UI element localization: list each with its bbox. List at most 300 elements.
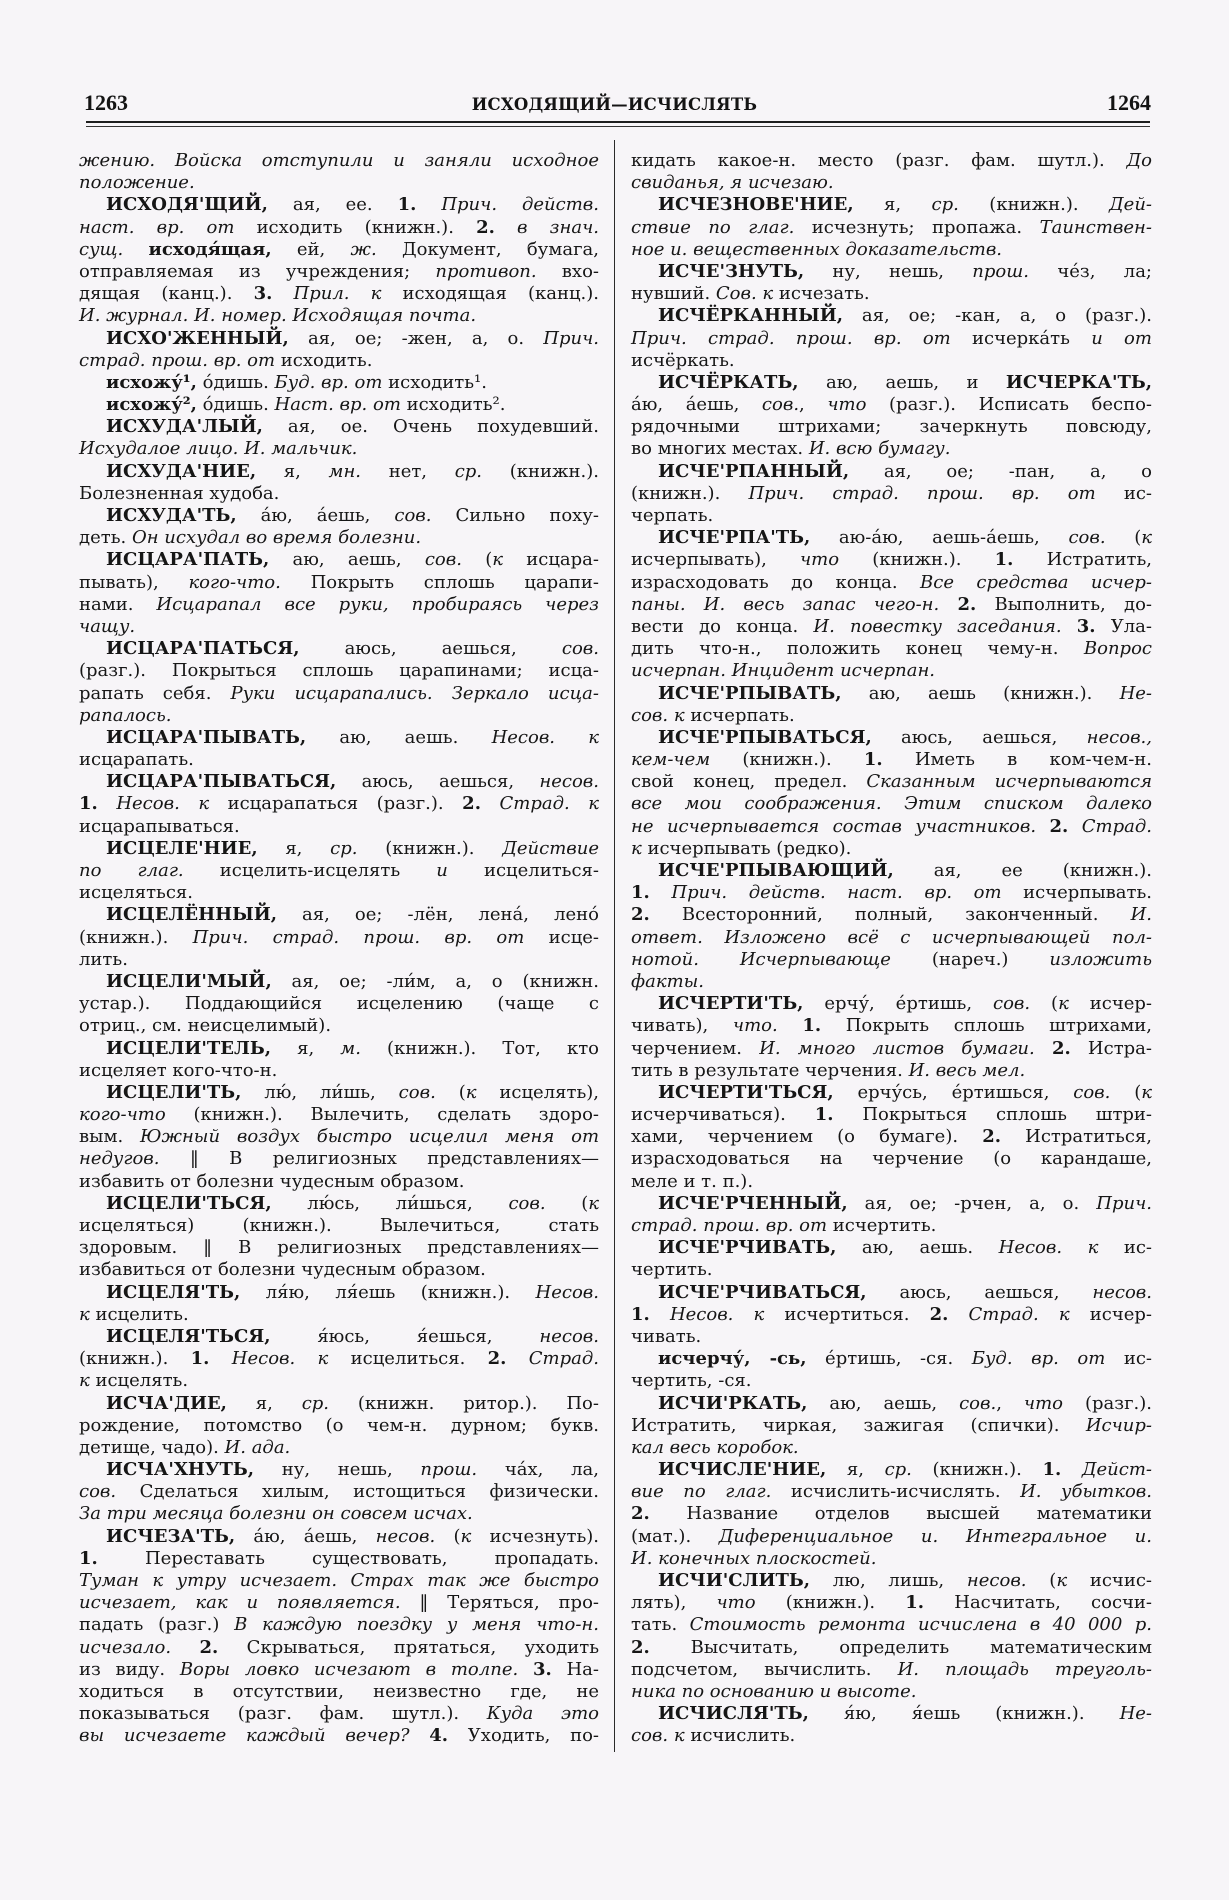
text: ля́ю, ля́ешь (книжн.). [240, 1281, 536, 1303]
text: Уходить, по- [448, 1725, 599, 1747]
text: (книжн.). [839, 549, 995, 571]
text: исцелиться- [447, 860, 599, 881]
text: детище, чадо). [79, 1436, 225, 1458]
page-number-right: 1264 [1107, 90, 1151, 115]
headword: исхожу́², [106, 394, 197, 416]
italic-text: Прич. страд. прош. вр. от [748, 482, 1096, 504]
bold-text: 2. [462, 793, 481, 815]
italic-text: факты. [631, 970, 705, 992]
dictionary-entry [79, 904, 599, 971]
entry-line [79, 1548, 599, 1570]
entry-line [631, 1659, 1152, 1681]
italic-text: страд. прош. вр. от [79, 349, 276, 371]
entry-line [79, 749, 599, 771]
text: (мат.). [631, 1525, 719, 1547]
italic-text: ответ. Изложено всё с исчерпывающей пол- [631, 926, 1152, 948]
dictionary-entry [79, 1526, 599, 1748]
entry-line [79, 816, 599, 838]
headword: ИСЧЕ'РПА'ТЬ, [658, 527, 811, 549]
italic-text: жению. Войска отступили и заняли исходное [79, 150, 599, 171]
italic-text: Несов. к [116, 793, 210, 815]
text: е́ртишь, -ся. [806, 1348, 972, 1370]
italic-text: Страд. [1081, 815, 1152, 837]
bold-text: 3. [253, 283, 273, 305]
italic-text: к [1141, 527, 1152, 549]
italic-text: Прич. действ. [441, 194, 599, 216]
headword: ИСЦЕЛЕ'НИЕ, [106, 837, 258, 859]
text: Скрываться, прятаться, уходить [218, 1636, 599, 1658]
headword: ИСЦАРА'ПЫВАТЬСЯ, [106, 771, 337, 793]
headword: ИСХУДА'ТЬ, [106, 505, 237, 526]
bold-text: 2. [199, 1636, 219, 1658]
italic-text: к [492, 549, 503, 571]
entry-line [631, 1370, 1152, 1392]
text: а́ю, а́ешь, [236, 505, 395, 526]
entry-line [631, 727, 1152, 749]
text: исходить². [400, 394, 506, 416]
text: ая, ое; -лён, лена́, лено́ [277, 904, 599, 926]
italic-text: Куда это [486, 1703, 599, 1725]
headword: ИСЧА'ДИЕ, [106, 1392, 227, 1414]
italic-text: что [716, 1592, 756, 1614]
entry-line [79, 483, 599, 505]
italic-text: Несов. к [998, 1237, 1099, 1259]
text: аю, аешь. [306, 726, 492, 748]
italic-text: рапалось. [79, 704, 172, 726]
entry-line [79, 527, 599, 549]
text: исчислить-исчислять. [771, 1481, 1021, 1503]
entry-line [79, 283, 599, 305]
text: аю-а́ю, аешь-а́ешь, [810, 527, 1069, 549]
text: ая, ее. [267, 194, 398, 216]
text: исцеляет кого-что-н. [79, 1059, 278, 1081]
headword: ИСХОДЯ'ЩИЙ, [106, 194, 268, 216]
entry-line [631, 904, 1152, 926]
text: ( [1105, 527, 1142, 549]
running-head: ИСХОДЯЩИЙ—ИСЧИСЛЯТЬ [471, 95, 758, 114]
text: (книжн.). [755, 1592, 906, 1614]
bold-text: 2. [476, 216, 495, 238]
entry-line [79, 394, 599, 416]
text: здоровым. ‖ В религиозных представлениях— [79, 1237, 599, 1259]
entry-line [631, 461, 1152, 483]
headword: ИСЧЕРТИ'ТЬСЯ, [658, 1081, 834, 1103]
entry-line [79, 638, 599, 660]
text [948, 1304, 968, 1325]
headword: ИСЦЕЛИ'ТЬСЯ, [106, 1192, 272, 1214]
italic-text: ср. [931, 194, 959, 216]
entry-line [79, 1725, 599, 1747]
text: хами, черчением (о бумаге). [631, 1126, 983, 1148]
text: деть. [79, 527, 132, 549]
dictionary-entry [79, 194, 599, 327]
italic-text: сов. к [631, 1725, 685, 1747]
italic-text: ср. [884, 1459, 912, 1481]
entry-line [631, 1592, 1152, 1614]
italic-text: несов. [375, 1525, 436, 1547]
bold-text: 3. [1076, 615, 1096, 637]
bold-text: 1. [190, 1348, 210, 1370]
text: ‖ В религиозных представлениях— [159, 1148, 599, 1170]
text: лю, лишь, [810, 1570, 967, 1591]
entry-line [79, 1415, 599, 1437]
entry-line [631, 150, 1152, 172]
entry-line [79, 838, 599, 860]
entry-line [79, 1082, 599, 1104]
italic-text: Прич. [1096, 1192, 1152, 1214]
text: лю́сь, ли́шься, [271, 1192, 509, 1214]
entry-line [631, 638, 1152, 660]
text: исчер- [1069, 1303, 1153, 1325]
headword: ИСЧЁРКАТЬ, [658, 371, 799, 393]
entry-line [631, 1038, 1152, 1060]
italic-text: Сов. к [715, 283, 774, 305]
italic-text: Несов. к [231, 1348, 329, 1370]
entry-line [79, 1437, 599, 1459]
italic-text: Не- [1119, 1703, 1152, 1725]
bold-text: 2. [631, 904, 650, 926]
entry-line [79, 971, 599, 993]
text: чивать. [631, 1325, 702, 1347]
text: исчертить. [827, 1215, 937, 1236]
italic-text: м. [340, 1037, 361, 1059]
text: ая, ое; -жен, а, о. [288, 327, 544, 349]
italic-text: Буд. вр. от [274, 371, 383, 393]
text: я, [257, 837, 331, 859]
entry-continuation [79, 150, 599, 194]
bold-text: 1. [905, 1592, 925, 1614]
text: чертить. [631, 1259, 713, 1281]
text: Сильно поху- [431, 505, 599, 526]
dictionary-entry [631, 860, 1152, 993]
italic-text: прош. [420, 1459, 478, 1481]
text: исцелить-исцелять [183, 860, 437, 881]
text [481, 793, 500, 814]
italic-text: Несов. к [491, 726, 600, 748]
bold-text: 2. [957, 593, 977, 615]
entry-line [631, 1104, 1152, 1126]
text: избавиться от болезни чудесным образом. [79, 1259, 486, 1281]
entry-line [631, 239, 1152, 261]
text: аю, аешь (книжн.). [841, 682, 1120, 704]
italic-text: сов. [398, 1081, 436, 1103]
entry-line [79, 1038, 599, 1060]
headword: ИСЦЕЛЁННЫЙ, [106, 904, 277, 926]
text: Документ, бумага, [376, 238, 599, 260]
text: исцеляться. [79, 882, 194, 904]
text: из виду. [79, 1658, 180, 1680]
text: ( [461, 549, 493, 571]
entry-line [79, 172, 599, 194]
text: (книжн.). [958, 194, 1110, 216]
text: лю́, ли́шь, [241, 1081, 399, 1103]
bold-text: 2. [487, 1348, 507, 1370]
dictionary-entry [631, 305, 1152, 372]
entry-line [79, 705, 599, 727]
italic-text: ср. [330, 837, 358, 859]
text [272, 283, 293, 304]
text [171, 1637, 199, 1658]
text: Истратиться, [1001, 1126, 1152, 1148]
text: ая, ое; -пан, а, о [849, 460, 1152, 482]
text: черпать. [631, 505, 714, 526]
text: Болезненная худоба. [79, 482, 280, 504]
entry-line [631, 860, 1152, 882]
text: я, [256, 460, 329, 482]
text: исцарапываться. [79, 815, 240, 837]
entry-line [79, 771, 599, 793]
entry-line [79, 1681, 599, 1703]
entry-line [631, 1570, 1152, 1592]
italic-text: До [1126, 150, 1152, 171]
entry-line [79, 572, 599, 594]
text: исчерчиваться). [631, 1104, 815, 1126]
text: Ула- [1095, 615, 1152, 637]
text: (книжн.). [710, 749, 864, 771]
bold-text: 1. [79, 793, 98, 815]
headword: ИСЧЕ'РПЫВАТЬСЯ, [658, 726, 872, 748]
entry-line [631, 793, 1152, 815]
headword: ИСЦАРА'ПАТЬСЯ, [106, 638, 300, 660]
text: исчер- [1068, 993, 1152, 1015]
text: тать. [631, 1614, 690, 1636]
entry-line [79, 239, 599, 261]
bold-text: 1. [397, 194, 417, 216]
text: (книжн. ритор.). По- [329, 1392, 599, 1414]
text: вести до конца. [631, 615, 814, 637]
text [1061, 1459, 1082, 1480]
text: я, [853, 194, 932, 216]
entry-line [631, 949, 1152, 971]
text: Покрыть сплошь царапи- [280, 571, 599, 593]
italic-text: страд. прош. вр. от [631, 1215, 828, 1236]
header-rule [86, 121, 1150, 123]
text: ( [435, 1081, 466, 1103]
text: ( [1110, 1081, 1142, 1103]
entry-line [631, 1481, 1152, 1503]
text: нувший. [631, 283, 716, 305]
text: ‖ Теряться, про- [400, 1592, 599, 1614]
italic-text: сов. [394, 505, 432, 526]
text: Высчитать, определить математическим [649, 1636, 1152, 1658]
headword: ИСЧЕ'РЧИВАТЬСЯ, [658, 1281, 867, 1303]
entry-line [79, 949, 599, 971]
dictionary-entry [631, 993, 1152, 1082]
entry-line [631, 1548, 1152, 1570]
italic-text: к [460, 1525, 472, 1547]
text: (разг.). Покрыться сплошь царапинами; исца- [79, 660, 599, 682]
text [98, 793, 117, 814]
text: (книжн.). [482, 460, 599, 482]
italic-text: вы исчезаете каждый вечер? [79, 1725, 410, 1747]
italic-text: несов. [539, 1325, 599, 1347]
headword: ИСЧИСЛЯ'ТЬ, [658, 1703, 809, 1725]
entry-line [631, 705, 1152, 727]
text: рапать себя. [79, 682, 231, 704]
entry-line [79, 1659, 599, 1681]
text: показываться (разг. фам. шутл.). [79, 1703, 487, 1725]
entry-line [631, 1304, 1152, 1326]
headword: ИСЧЁРКАННЫЙ, [658, 305, 843, 327]
entry-line [79, 1614, 599, 1636]
entry-line [79, 993, 599, 1015]
headword: ИСЧЕЗА'ТЬ, [106, 1525, 236, 1547]
dictionary-entry [79, 838, 599, 905]
text: ая, ое. Очень похудевший. [262, 416, 599, 438]
text: аюсь, аешься, [299, 638, 562, 660]
column-divider [614, 140, 615, 1752]
text: меле и т. п.). [631, 1170, 754, 1192]
text: я́юсь, я́ешься, [270, 1325, 540, 1347]
italic-text: Диференциальное и. Интегральное и. [718, 1525, 1152, 1547]
entry-line [631, 1503, 1152, 1525]
dictionary-entry [79, 372, 599, 394]
italic-text: кем-чем [631, 749, 711, 771]
entry-line [79, 1393, 599, 1415]
text: исцелиться. [328, 1348, 488, 1370]
headword: ИСЦЕЛЯ'ТЬ, [106, 1281, 241, 1303]
entry-line [79, 1015, 599, 1037]
headword: ИСЦАРА'ПАТЬ, [106, 549, 270, 571]
text: (книжн.). [79, 926, 193, 948]
headword: ИСЦЕЛИ'ТЕЛЬ, [106, 1037, 272, 1059]
text: я, [826, 1459, 885, 1481]
entry-line [79, 1459, 599, 1481]
text: во многих местах. [631, 438, 809, 460]
italic-text: ствие по глаг. [631, 216, 795, 238]
entry-line [79, 1570, 599, 1592]
text [650, 882, 672, 903]
italic-text: по глаг. [79, 860, 184, 881]
italic-text: ср. [301, 1392, 330, 1414]
text [410, 1725, 430, 1746]
entry-line [79, 416, 599, 438]
headword: ИСЧЕ'РЧЕННЫЙ, [658, 1192, 848, 1214]
entry-line [631, 816, 1152, 838]
text: ис- [1098, 1237, 1152, 1259]
text: Истратить, чиркая, зажигая (спички). [631, 1414, 1086, 1436]
bold-text: 2. [631, 1636, 650, 1658]
entry-line [631, 328, 1152, 350]
italic-text: И. журнал. И. номер. Исходящая почта. [79, 305, 477, 327]
italic-text: Наст. вр. от [274, 394, 401, 416]
italic-text: И. [1130, 904, 1152, 926]
dictionary-entry [631, 1703, 1152, 1747]
dictionary-entry [631, 1282, 1152, 1349]
italic-text: и [436, 860, 448, 881]
text: исцарапать. [79, 749, 194, 771]
text: нет, [361, 460, 455, 482]
left-column [79, 150, 599, 1748]
italic-text: ное и. вещественных доказательств. [631, 238, 1003, 260]
text: исчерка́ть [950, 327, 1092, 349]
headword: ИСХУДА'НИЕ, [106, 460, 257, 482]
text: Всесторонний, полный, законченный. [649, 904, 1131, 926]
text: (разг.). [1063, 1392, 1152, 1414]
entry-line [631, 1637, 1152, 1659]
entry-line [631, 350, 1152, 372]
entry-line [79, 594, 599, 616]
text [1035, 1038, 1052, 1059]
text: исцеляться) (книжн.). Вылечиться, стать [79, 1215, 599, 1236]
text: (книжн.). [911, 1459, 1043, 1481]
italic-text: к [1058, 993, 1069, 1015]
text: аю, аешь, [269, 549, 425, 571]
text: ерчу́сь, е́ртишься, [833, 1081, 1074, 1103]
text: (книжн.). Вылечить, сделать здоро- [165, 1104, 599, 1126]
headword: ИСЧА'ХНУТЬ, [106, 1459, 255, 1481]
text: аюсь, аешься, [866, 1281, 1093, 1303]
text: , [799, 394, 828, 416]
entry-line [79, 727, 599, 749]
italic-text: ника по основанию и высоте. [631, 1680, 917, 1702]
headword: ИСЧЕЗНОВЕ'НИЕ, [658, 194, 854, 216]
entry-line [631, 283, 1152, 305]
text: Насчитать, сосчи- [924, 1592, 1152, 1614]
italic-text: сов. [993, 993, 1031, 1015]
dictionary-entry [631, 727, 1152, 860]
italic-text: Страд. к [499, 793, 599, 815]
italic-text: сов. [79, 1481, 117, 1503]
entry-line [631, 305, 1152, 327]
text: (нареч.) [890, 948, 1050, 970]
bold-text: 2. [982, 1126, 1001, 1148]
text: свой конец, предел. [631, 771, 867, 793]
italic-text: Дейст- [1081, 1459, 1152, 1481]
bold-text: 1. [631, 882, 650, 904]
italic-text: несов., [1086, 726, 1152, 748]
italic-text: Буд. вр. от [971, 1348, 1106, 1370]
italic-text: к [631, 837, 642, 859]
entry-line [79, 194, 599, 216]
text: ходиться в отсутствии, неизвестно где, не [79, 1680, 599, 1702]
dictionary-entry [631, 261, 1152, 305]
text [778, 1015, 803, 1036]
italic-text: Прил. к [293, 283, 382, 305]
text: израсходоваться на черчение (о карандаше, [631, 1148, 1152, 1170]
italic-text: сов. [561, 638, 599, 660]
entry-line [631, 1614, 1152, 1636]
headword: ИСХО'ЖЕННЫЙ, [106, 327, 289, 349]
text: Название отделов высшей математики [649, 1503, 1152, 1525]
entry-line [631, 1703, 1152, 1725]
text: ну, нешь, [804, 260, 973, 282]
dictionary-entry [79, 1326, 599, 1393]
text: вым. [79, 1126, 140, 1148]
text: нами. [79, 593, 157, 615]
headword: ИСЧЕ'ЗНУТЬ, [658, 260, 805, 282]
entry-line [631, 1393, 1152, 1415]
text: исходить (книжн.). [234, 216, 477, 238]
italic-text: сов. [959, 1392, 997, 1414]
italic-text: Прич. действ. наст. вр. от [671, 882, 1002, 904]
italic-text: Страд. [528, 1348, 599, 1370]
text: аю, аешь, [807, 1392, 960, 1414]
text: а́ю, а́ешь, [235, 1525, 376, 1547]
italic-text: Несов. к [669, 1303, 765, 1325]
headword: ИСЦЕЛЯ'ТЬСЯ, [106, 1325, 271, 1347]
text: ей, [271, 238, 351, 260]
dictionary-entry [79, 1038, 599, 1082]
text [506, 1348, 528, 1369]
italic-text: исчезало. [79, 1636, 172, 1658]
text: исчис- [1067, 1570, 1152, 1591]
dictionary-entry [631, 194, 1152, 261]
bold-text: ИСЧЕРКА'ТЬ, [1005, 371, 1152, 393]
italic-text: несов. [539, 771, 599, 793]
italic-text: прош. [972, 260, 1030, 282]
headword: ИСЧИСЛЕ'НИЕ, [658, 1459, 827, 1481]
